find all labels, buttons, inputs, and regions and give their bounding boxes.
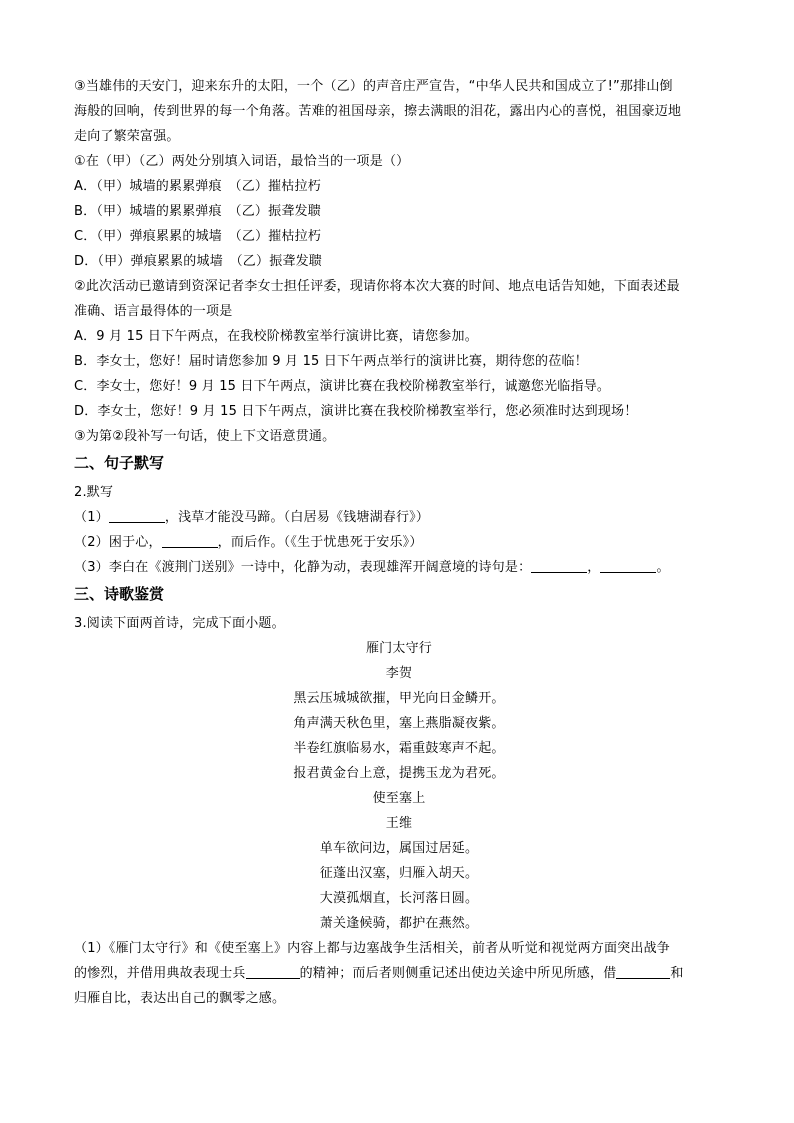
section-3-heading: 三、诗歌鉴赏 [74,585,165,603]
poem-1-line-4: 报君黄金台上意，提携玉龙为君死。 [293,766,505,781]
poem-2-line-4: 萧关逢候骑，都护在燕然。 [319,916,479,931]
question-1-sub2-option-c: C．李女士，您好！9 月 15 日下午两点，演讲比赛在我校阶梯教室举行，诚邀您光临指导。 [74,379,611,394]
poem-2-title: 使至塞上 [372,791,426,806]
item-1-number: （1） [74,510,109,525]
question-1-sub2-option-d: D．李女士，您好！9 月 15 日下午两点，演讲比赛在我校阶梯教室举行，您必须准时达到现场！ [74,404,638,419]
sub1-text-b: 的精神；而后者则侧重记述出使边关途中所见所感，借 [299,966,617,981]
poem-2-line-1: 单车欲问边，属国过居延。 [319,841,479,856]
poem-1-line-2: 角声满天秋色里，塞上燕脂凝夜紫。 [293,716,505,731]
question-2-label: 2.默写 [74,485,114,500]
poem-2-line-3: 大漠孤烟直，长河落日圆。 [319,891,479,906]
poem-2-author: 王维 [385,816,413,831]
item-2-text-b: ，而后作。（《生于忧患死于安乐》） [217,535,423,550]
passage-paragraph-3-line-3: 走向了繁荣富强。 [74,129,180,144]
item-2-text-a: （2）困于心， [74,535,162,550]
item-1-text: ，浅草才能没马蹄。（白居易《钱塘湖春行》） [164,510,430,525]
answer-blank[interactable] [600,559,656,573]
question-2-item-2 [74,530,724,555]
answer-blank[interactable] [246,965,300,979]
question-1-sub1-option-d: D．（甲）弹痕累累的城墙 （乙）振聋发聩 [74,254,323,269]
question-3-sub1-line-2 [74,961,724,986]
exam-page [74,74,724,1011]
question-1-sub2-option-b: B．李女士，您好！届时请您参加 9 月 15 日下午两点举行的演讲比赛，期待您的莅临！ [74,354,588,369]
question-3-sub1-line-1: （1）《雁门太守行》和《使至塞上》内容上都与边塞战争生活相关，前者从听觉和视觉两方面突出战争 [74,941,670,956]
section-2-heading: 二、句子默写 [74,454,165,472]
poem-1-line-1: 黑云压城城欲摧，甲光向日金鳞开。 [293,691,505,706]
sub1-text-c: 和 [670,966,684,981]
poem-1-line-3: 半卷红旗临易水，霜重鼓寒声不起。 [293,741,505,756]
sub1-text-a: 的惨烈，并借用典故表现士兵 [74,966,246,981]
answer-blank[interactable] [616,965,670,979]
answer-blank[interactable] [531,559,587,573]
passage-paragraph-3-line-2: 海般的回响，传到世界的每一个角落。苦难的祖国母亲，擦去满眼的泪花，露出内心的喜悦，祖国豪迈地 [74,104,682,119]
poem-2-line-2: 征蓬出汉塞，归雁入胡天。 [319,866,479,881]
question-1-sub2-stem-line-2: 准确、语言最得体的一项是 [74,304,233,319]
question-1-sub3-stem: ③为第②段补写一句话，使上下文语意贯通。 [74,429,336,444]
question-1-sub1-option-b: B．（甲）城墙的累累弹痕 （乙）振聋发聩 [74,204,321,219]
poem-1-title: 雁门太守行 [365,641,432,656]
question-3-sub1-line-3: 归雁自比，表达出自己的飘零之感。 [74,991,286,1006]
question-3-label: 3.阅读下面两首诗，完成下面小题。 [74,616,285,631]
answer-blank[interactable] [109,509,165,523]
question-1-sub1-option-c: C．（甲）弹痕累累的城墙 （乙）摧枯拉朽 [74,229,322,244]
question-1-sub1-stem: ①在（甲）（乙）两处分别填入词语，最恰当的一项是（） [74,154,410,169]
answer-blank[interactable] [162,534,218,548]
passage-paragraph-3-line-1: ③当雄伟的天安门，迎来东升的太阳，一个（乙）的声音庄严宣告，“中华人民共和国成立了!”那排山倒 [74,79,673,94]
question-2-item-3 [74,555,724,580]
question-1-sub1-option-a: A．（甲）城墙的累累弹痕 （乙）摧枯拉朽 [74,179,321,194]
poem-1-author: 李贺 [385,666,413,681]
item-3-text: （3）李白在《渡荆门送别》一诗中，化静为动，表现雄浑开阔意境的诗句是： [74,560,532,575]
question-2-item-1 [74,505,724,530]
question-1-sub2-stem-line-1: ②此次活动已邀请到资深记者李女士担任评委，现请你将本次大赛的时间、地点电话告知她，下面表述最 [74,279,680,294]
item-3-comma: ， [587,560,601,575]
item-3-end: 。 [656,560,670,575]
question-1-sub2-option-a: A．9 月 15 日下午两点，在我校阶梯教室举行演讲比赛，请您参加。 [74,329,478,344]
